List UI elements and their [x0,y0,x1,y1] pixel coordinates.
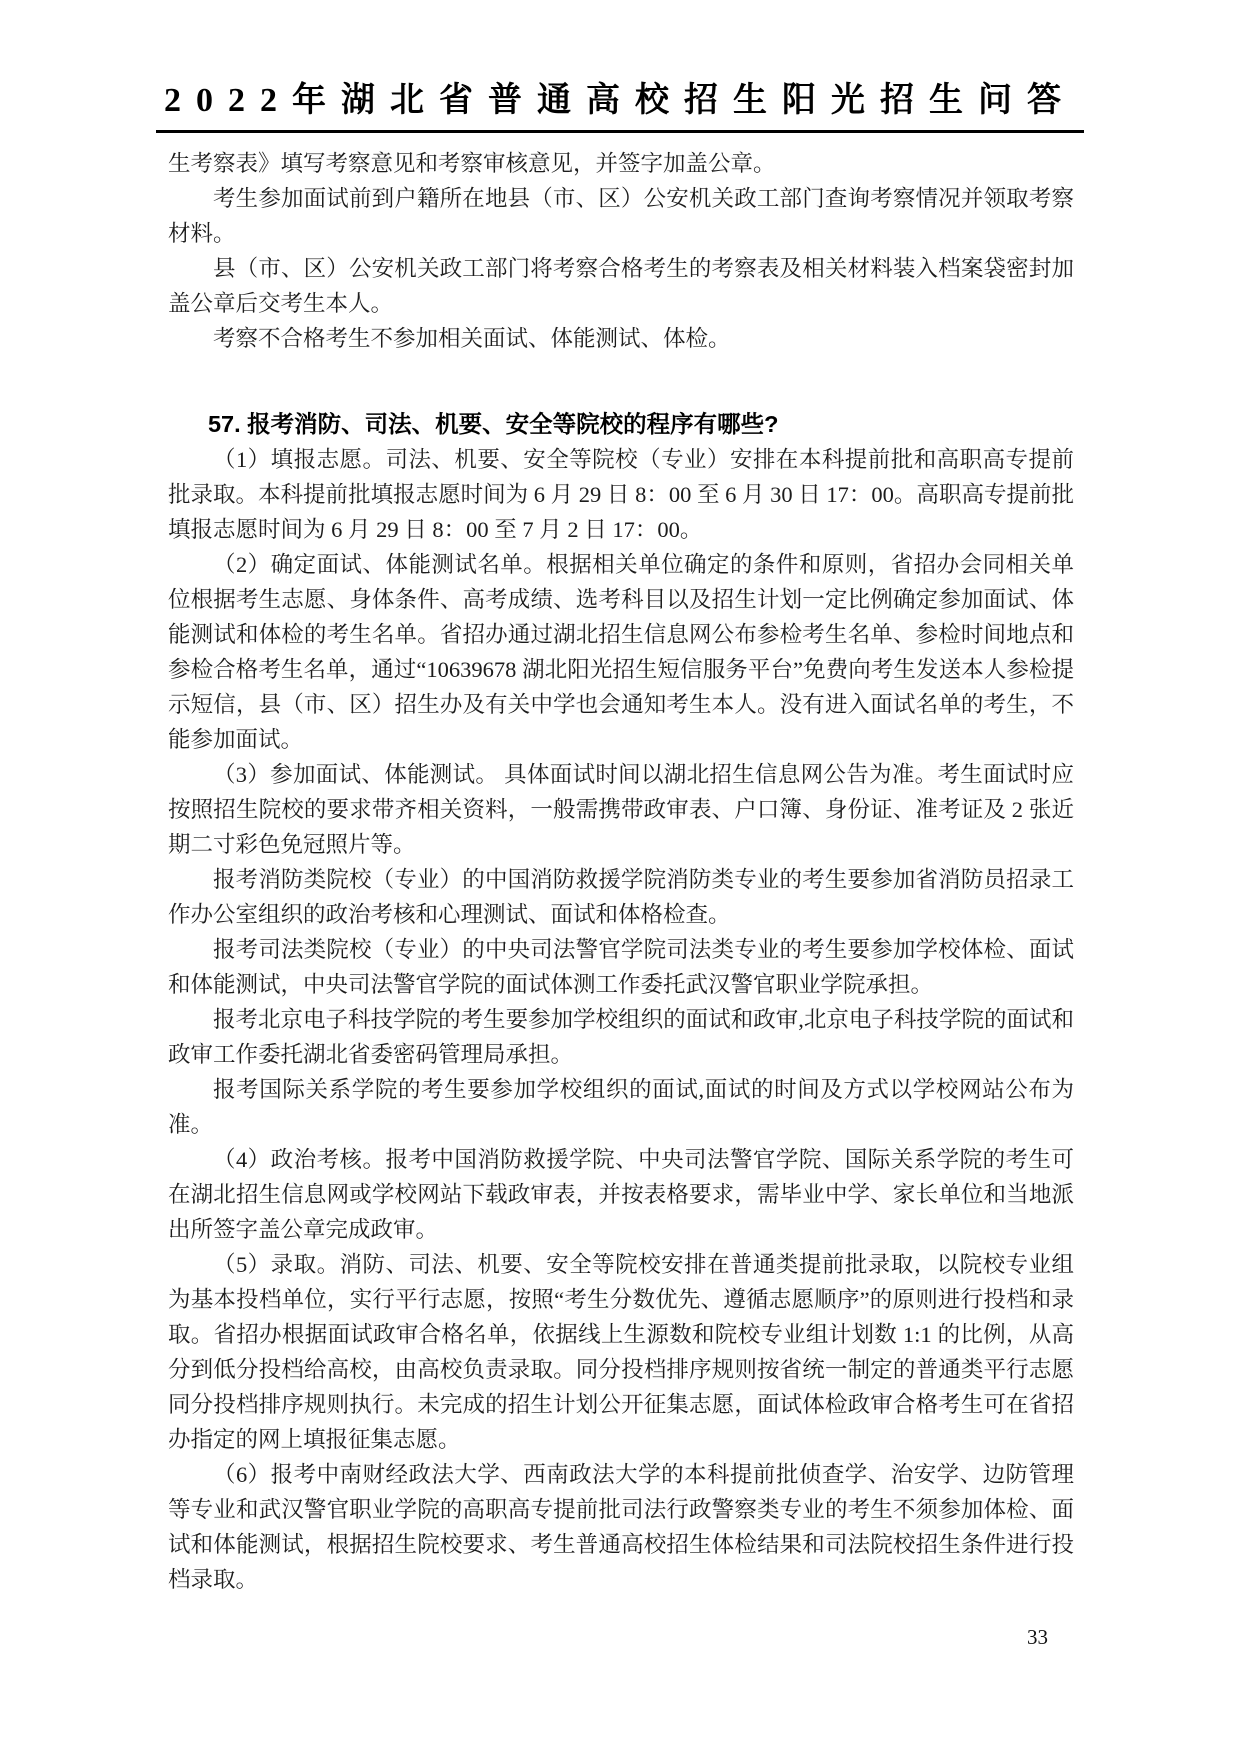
paragraph: （3）参加面试、体能测试。 具体面试时间以湖北招生信息网公告为准。考生面试时应按照招生院校的要求带齐相关资料，一般需携带政审表、户口簿、身份证、准考证及 2 张近期二寸彩色免冠照片等。 [168,762,1074,857]
page-number: 33 [1027,1625,1048,1649]
page-header [156,72,1084,133]
paragraph: 考察不合格考生不参加相关面试、体能测试、体检。 [213,326,731,351]
paragraph: （2）确定面试、体能测试名单。根据相关单位确定的条件和原则，省招办会同相关单位根据考生志愿、身体条件、高考成绩、选考科目以及招生计划一定比例确定参加面试、体能测试和体检的考生名单。省招办通过湖北招生信息网公布参检考生名单、参检时间地点和参检合格考生名单，通过“10639678 湖北阳光招生短信服务平台”免费向考生发送本人参检提示短信，县（市、区）招生办及有关中学也会通知考生本人。没有进入面试名单的考生，不能参加面试。 [168,552,1074,752]
paragraph: 报考消防类院校（专业）的中国消防救援学院消防类专业的考生要参加省消防员招录工作办公室组织的政治考核和心理测试、面试和体格检查。 [168,867,1074,927]
paragraph: （1）填报志愿。司法、机要、安全等院校（专业）安排在本科提前批和高职高专提前批录取。本科提前批填报志愿时间为 6 月 29 日 8：00 至 6 月 30 日 17：00。高职高专提前批填报志愿时间为 6 月 29 日 8：00 至 7 月 2 日 17：00。 [168,447,1074,542]
paragraph: 县（市、区）公安机关政工部门将考察合格考生的考察表及相关材料装入档案袋密封加盖公章后交考生本人。 [168,256,1074,316]
question-heading: 57. 报考消防、司法、机要、安全等院校的程序有哪些? [207,411,779,437]
paragraph: 生考察表》填写考察意见和考察审核意见，并签字加盖公章。 [168,151,776,176]
paragraph: （5）录取。消防、司法、机要、安全等院校安排在普通类提前批录取，以院校专业组为基本投档单位，实行平行志愿，按照“考生分数优先、遵循志愿顺序”的原则进行投档和录取。省招办根据面试政审合格名单，依据线上生源数和院校专业组计划数 1:1 的比例，从高分到低分投档给高校，由高校负责录取。同分投档排序规则按省统一制定的普通类平行志愿同分投档排序规则执行。未完成的招生计划公开征集志愿，面试体检政审合格考生可在省招办指定的网上填报征集志愿。 [168,1252,1074,1452]
paragraph: 报考北京电子科技学院的考生要参加学校组织的面试和政审,北京电子科技学院的面试和政审工作委托湖北省委密码管理局承担。 [168,1007,1074,1067]
document-body [168,146,1074,1597]
paragraph: （4）政治考核。报考中国消防救援学院、中央司法警官学院、国际关系学院的考生可在湖北招生信息网或学校网站下载政审表，并按表格要求，需毕业中学、家长单位和当地派出所签字盖公章完成政审。 [168,1147,1074,1242]
paragraph: 报考国际关系学院的考生要参加学校组织的面试,面试的时间及方式以学校网站公布为准。 [168,1077,1074,1137]
page-header-title: 2022年湖北省普通高校招生阳光招生问答 [164,82,1076,119]
paragraph: 报考司法类院校（专业）的中央司法警官学院司法类专业的考生要参加学校体检、面试和体能测试，中央司法警官学院的面试体测工作委托武汉警官职业学院承担。 [168,937,1074,997]
paragraph: （6）报考中南财经政法大学、西南政法大学的本科提前批侦查学、治安学、边防管理等专业和武汉警官职业学院的高职高专提前批司法行政警察类专业的考生不须参加体检、面试和体能测试，根据招生院校要求、考生普通高校招生体检结果和司法院校招生条件进行投档录取。 [168,1462,1074,1592]
paragraph: 考生参加面试前到户籍所在地县（市、区）公安机关政工部门查询考察情况并领取考察材料。 [168,186,1074,246]
